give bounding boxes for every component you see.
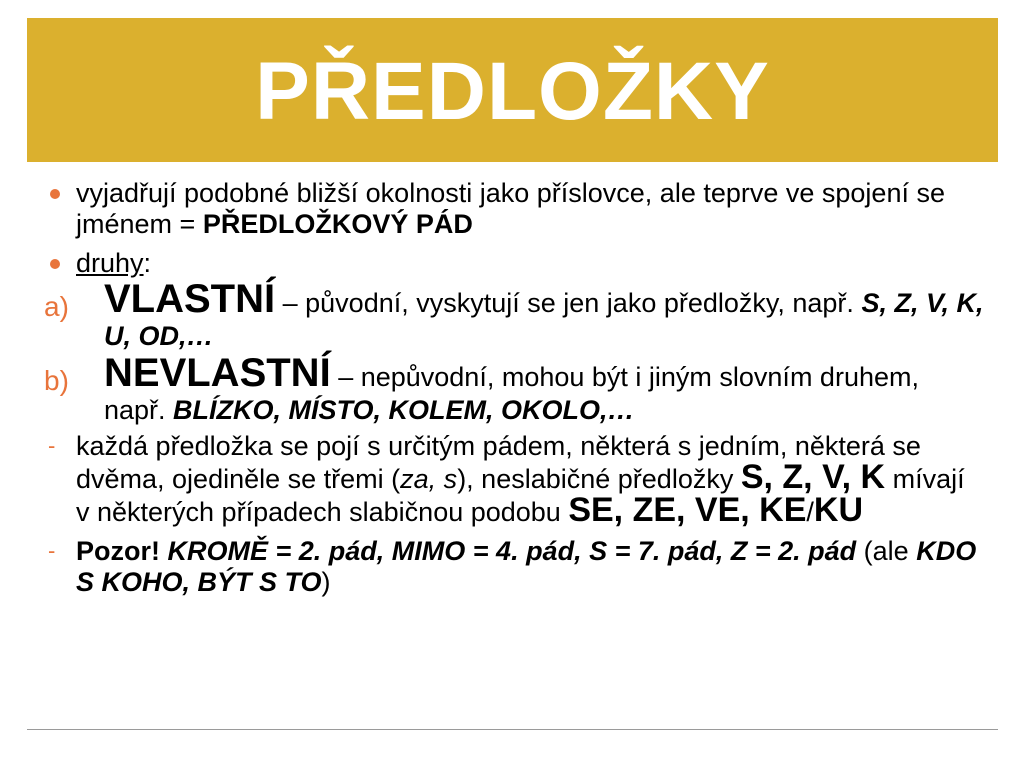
- list-marker: b): [44, 365, 69, 396]
- dash-bold-italic-text: KDO S KOHO, BÝT S TO: [76, 536, 977, 597]
- bullet-dot-icon: [50, 189, 60, 199]
- dash-plain-text: ): [321, 567, 331, 597]
- dash-big-text: S, Z, V, K: [740, 458, 886, 496]
- list-text: [104, 351, 984, 427]
- dash-big-text: KU: [813, 491, 864, 529]
- dash-text: [76, 431, 984, 528]
- bullet-item: [44, 178, 984, 240]
- list-marker: a): [44, 291, 69, 322]
- bullet-dot-icon: [50, 259, 60, 269]
- bullet-plain-text: :: [143, 248, 152, 278]
- list-item-b: [44, 351, 984, 427]
- bullet-bold-term: PŘEDLOŽKOVÝ PÁD: [202, 209, 473, 239]
- dash-item: [44, 431, 984, 528]
- list-plain-text: – původní, vyskytují se jen jako předložky, např.: [275, 288, 862, 318]
- dash-item: [44, 536, 984, 598]
- dash-big-text: SE, ZE, VE, KE: [568, 491, 807, 529]
- bullet-plain-text: vyjadřují podobné bližší okolnosti jako příslovce, ale teprve ve spojení se jménem =: [76, 178, 945, 239]
- dash-marker: -: [48, 433, 56, 458]
- bullet-text: [76, 178, 984, 240]
- list-plain-text: – nepůvodní, mohou být i jiným slovním druhem, např.: [104, 362, 919, 425]
- underlined-term: druhy: [76, 248, 144, 278]
- dash-plain-text: (ale: [856, 536, 917, 566]
- dash-plain-text: každá předložka se pojí s určitým pádem, některá s jedním, některá se dvěma, ojediněle se třemi (: [76, 431, 921, 494]
- list-examples: S, Z, V, K, U, OD,…: [104, 288, 984, 351]
- dash-text: [76, 536, 984, 598]
- list-item-a: [44, 277, 984, 353]
- title-band: [27, 18, 998, 162]
- dash-plain-text: /: [806, 497, 814, 527]
- bullet-item: [44, 248, 984, 279]
- bullet-text: [76, 248, 984, 279]
- dash-bold-italic-text: KROMĚ = 2. pád, MIMO = 4. pád, S = 7. pád, Z = 2. pád: [167, 536, 857, 566]
- list-text: [104, 277, 984, 353]
- dash-bold-text: Pozor!: [76, 536, 168, 566]
- list-heading: VLASTNÍ: [104, 277, 276, 321]
- dash-italic-text: za, s: [400, 464, 458, 494]
- slide-content: [44, 178, 984, 606]
- bottom-divider: [27, 729, 998, 730]
- dash-marker: -: [48, 538, 56, 563]
- list-heading: NEVLASTNÍ: [104, 351, 331, 395]
- slide-title: PŘEDLOŽKY: [255, 46, 770, 137]
- dash-plain-text: ), neslabičné předložky: [457, 464, 741, 494]
- dash-plain-text: mívají v některých případech slabičnou podobu: [76, 464, 965, 527]
- list-examples: BLÍZKO, MÍSTO, KOLEM, OKOLO,…: [173, 395, 635, 425]
